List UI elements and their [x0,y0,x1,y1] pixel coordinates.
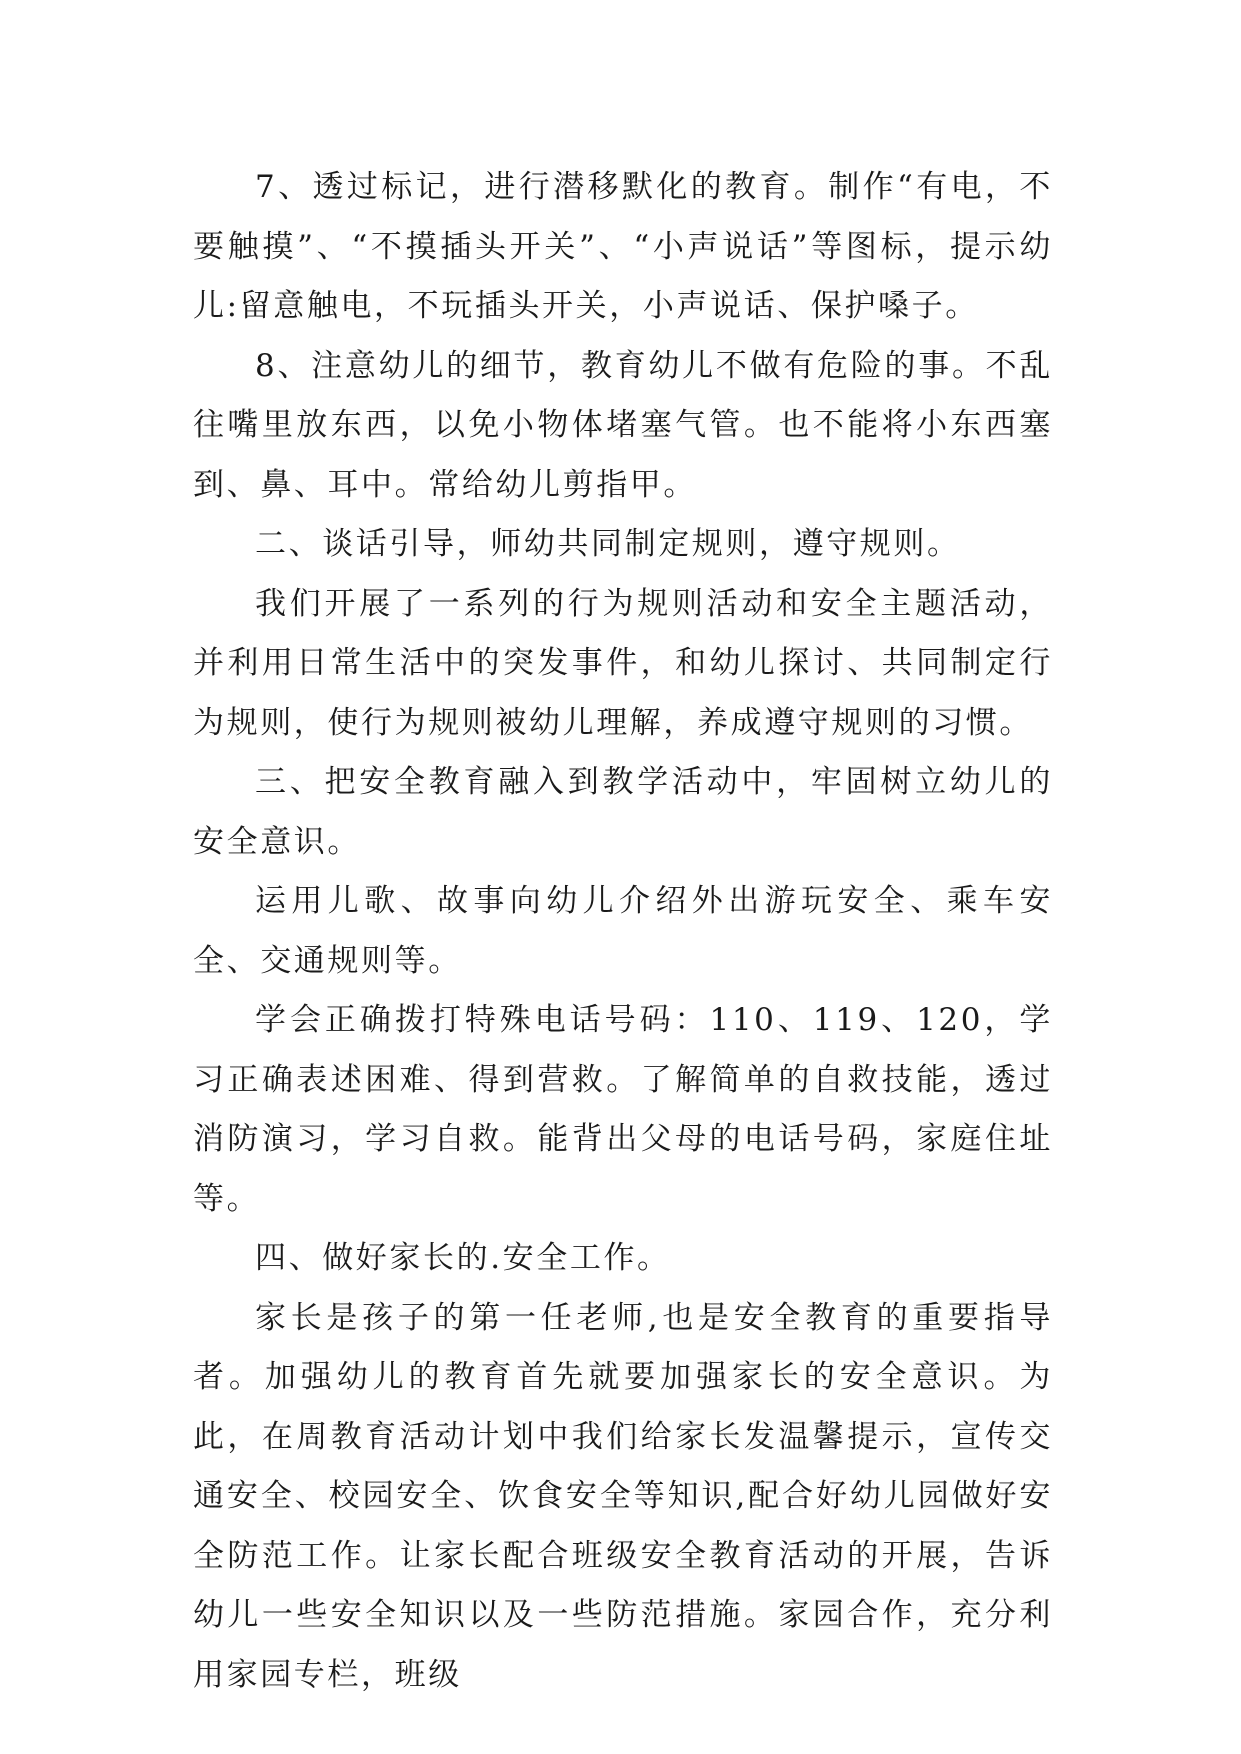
document-body [193,158,1053,1705]
paragraph-emergency-numbers: 学会正确拨打特殊电话号码：110、119、120，学习正确表述困难、得到营救。了解简单的自救技能，透过消防演习，学习自救。能背出父母的电话号码，家庭住址等。 [193,1002,1053,1217]
section-heading-2: 二、谈话引导，师幼共同制定规则，遵守规则。 [255,526,961,562]
paragraph-rules: 我们开展了一系列的行为规则活动和安全主题活动，并利用日常生活中的突发事件，和幼儿探讨、共同制定行为规则，使行为规则被幼儿理解，养成遵守规则的习惯。 [193,585,1053,741]
paragraph-parents: 家长是孩子的第一任老师,也是安全教育的重要指导者。加强幼儿的教育首先就要加强家长的安全意识。为此，在周教育活动计划中我们给家长发温馨提示，宣传交通安全、校园安全、饮食安全等知识,配合好幼儿园做好安全防范工作。让家长配合班级安全教育活动的开展，告诉幼儿一些安全知识以及一些防范措施。家园合作，充分利用家园专栏，班级 [193,1299,1053,1693]
paragraph-item-7: 7、透过标记，进行潜移默化的教育。制作“有电，不要触摸”、“不摸插头开关”、“小声说话”等图标，提示幼儿:留意触电，不玩插头开关，小声说话、保护嗓子。 [193,169,1053,324]
paragraph-item-8: 8、注意幼儿的细节，教育幼儿不做有危险的事。不乱往嘴里放东西，以免小物体堵塞气管。也不能将小东西塞到、鼻、耳中。常给幼儿剪指甲。 [193,347,1053,503]
paragraph-songs-stories: 运用儿歌、故事向幼儿介绍外出游玩安全、乘车安全、交通规则等。 [193,883,1053,979]
section-heading-3: 三、把安全教育融入到教学活动中，牢固树立幼儿的安全意识。 [193,764,1053,860]
section-heading-4: 四、做好家长的.安全工作。 [255,1240,671,1276]
